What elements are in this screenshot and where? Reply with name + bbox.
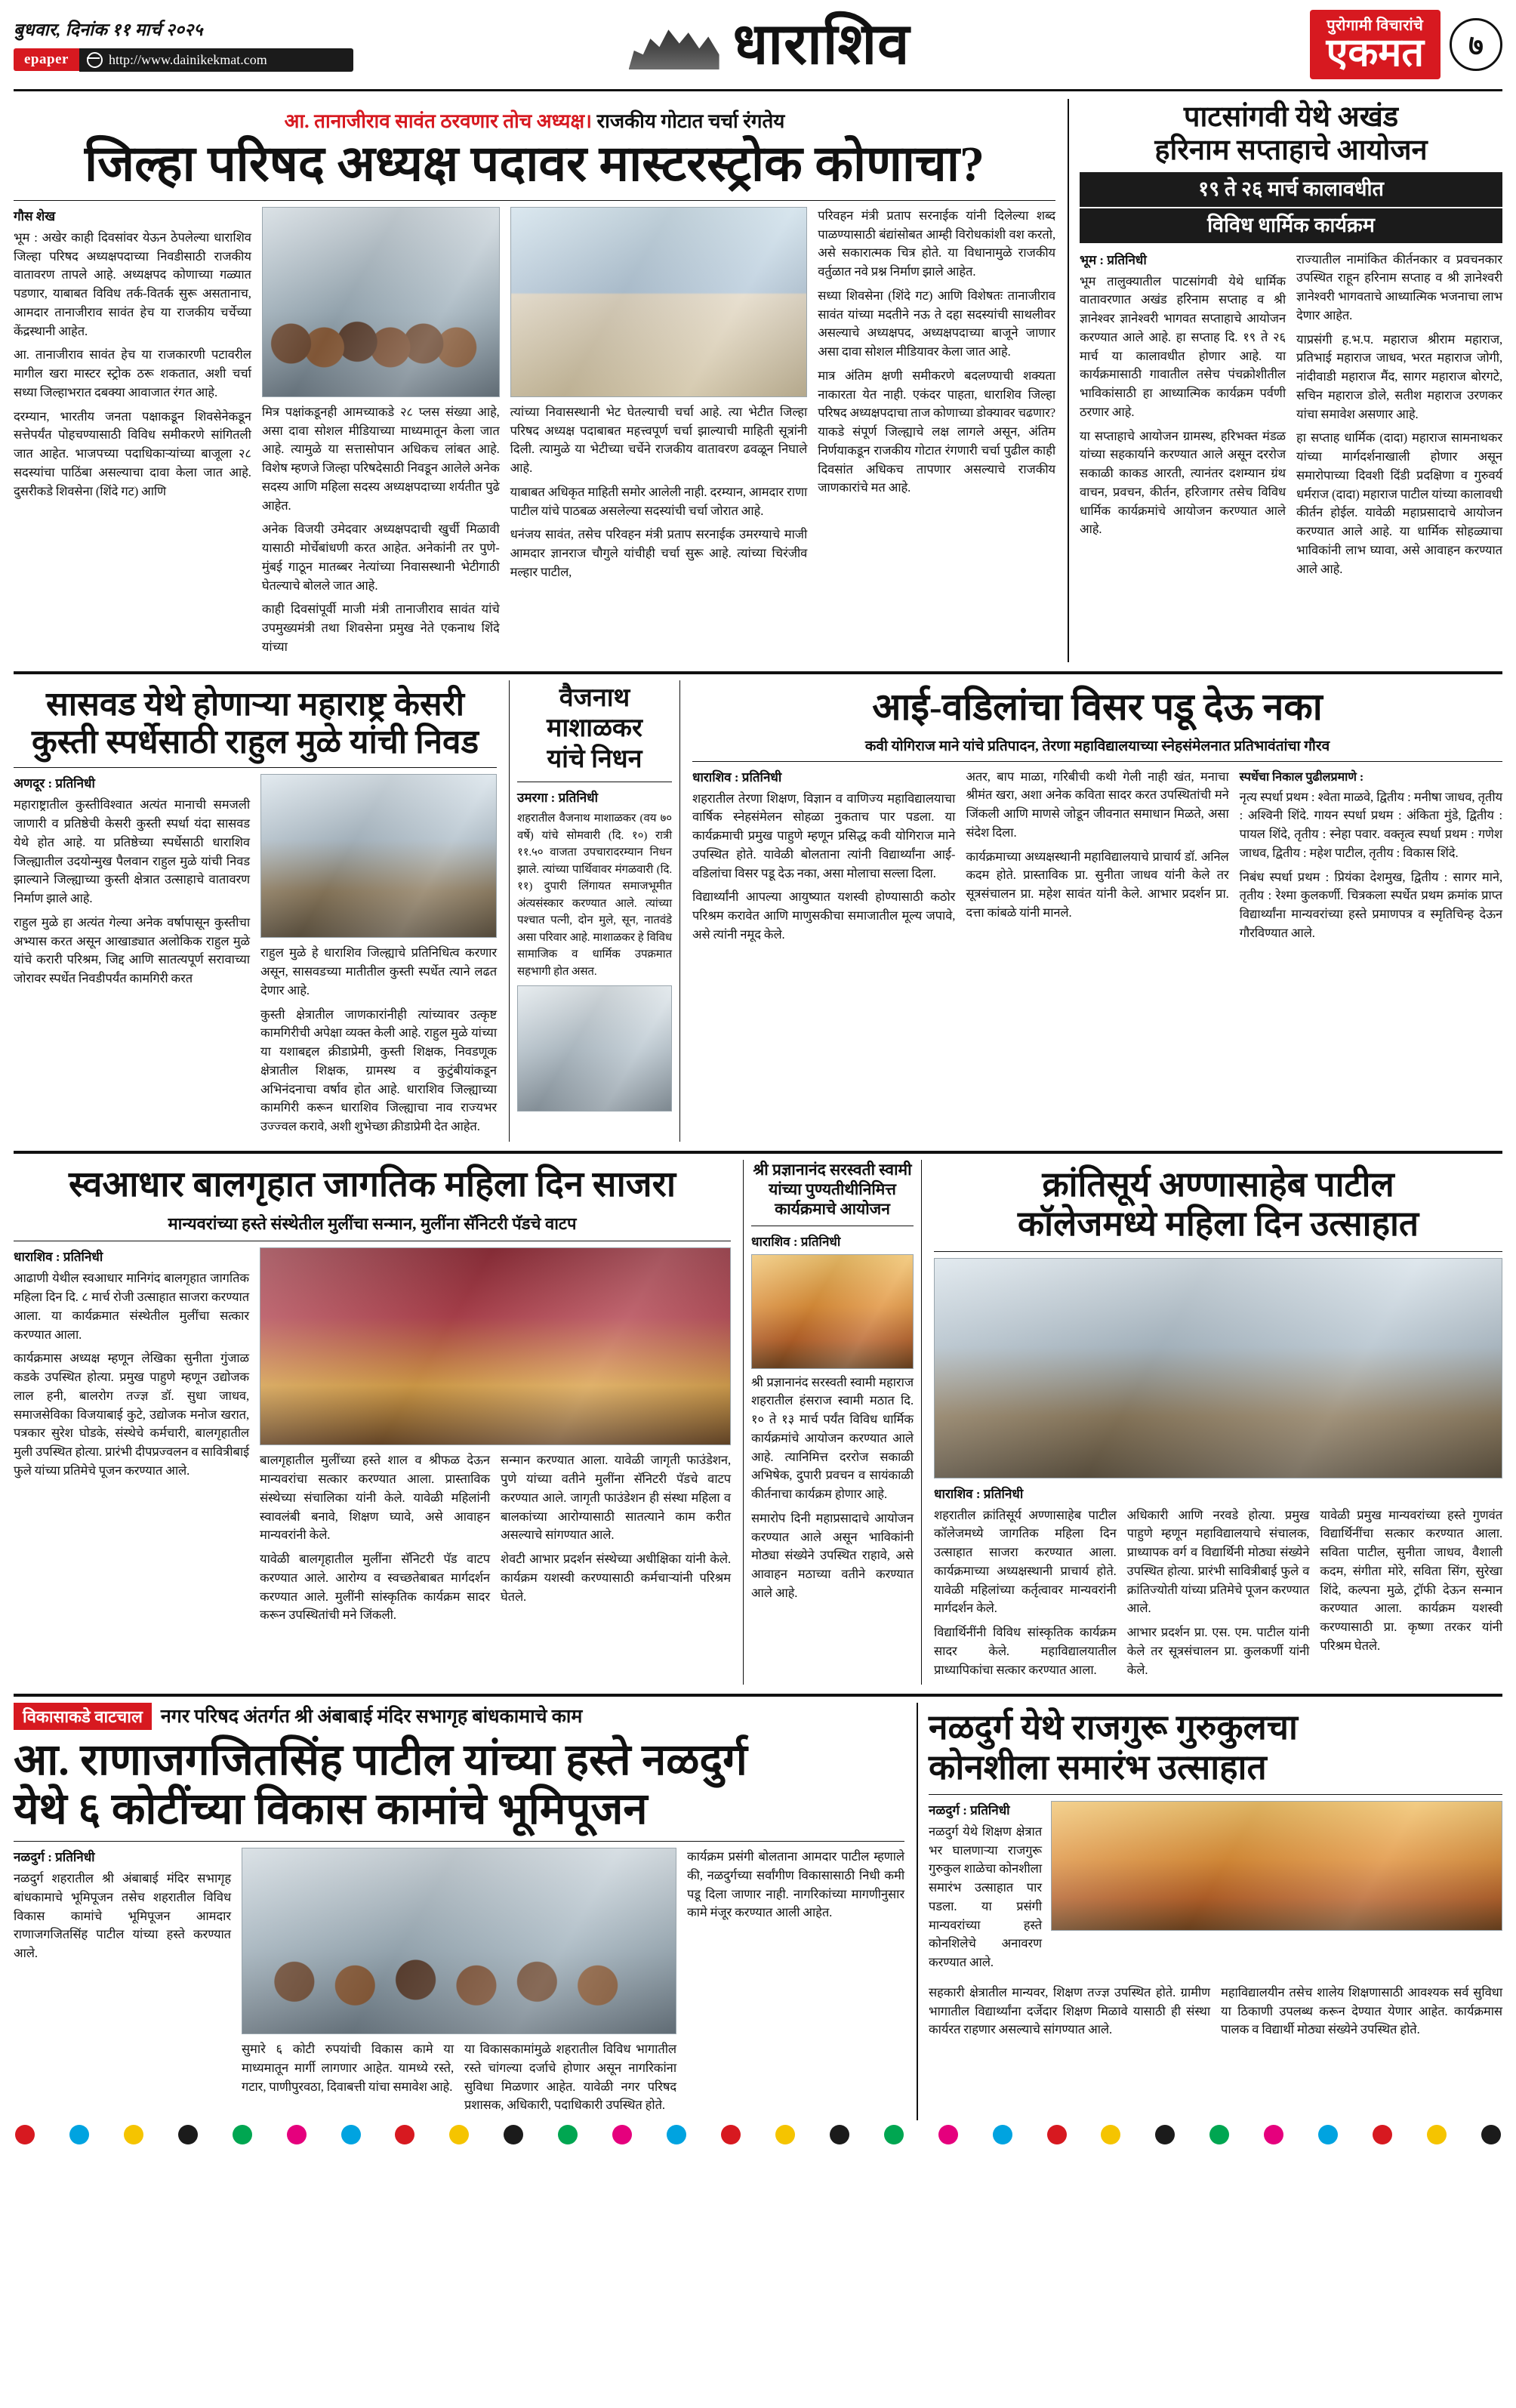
- divider-band-1: [14, 671, 1502, 674]
- side-story-haribhajan: [1068, 99, 1502, 662]
- brand-tagline: पुरोगामी विचारांचे: [1326, 17, 1424, 35]
- kusti-para: महाराष्ट्रातील कुस्तीविश्वात अत्यंत मानाची समजली जाणारी व प्रतिष्ठेची केसरी कुस्ती स्पर्धा यंदा सासवड येथे होत आहे. या प्रतिष्ठेच्या स्पर्धेसाठी धाराशिव जिल्ह्यातील उदयोन्मुख पैलवान राहुल मुळे यांची निवड झाल्याने जिल्ह्याच्या कुस्ती क्षेत्रात उत्साहाचे वातावरण निर्माण झाले आहे.: [14, 797, 250, 906]
- krantisurya-para: अधिकारी आणि नरवडे होत्या. प्रमुख पाहुणे म्हणून महाविद्यालयाचे संचालक, प्राध्यापक वर्ग व विद्यार्थिनी मोठ्या संख्येने उपस्थित होत्या. प्रारंभी सावित्रीबाई फुले व क्रांतिज्योती यांच्या प्रतिमेचे पूजन करण्यात आले.: [1126, 1507, 1310, 1616]
- lead-para: मित्र पक्षांकडूनही आमच्याकडे २८ प्लस संख्या आहे, असा दावा सोशल मीडियाच्या माध्यमातून केला जात आहे. त्यामुळे या सत्तासोपान अधिकच लांबत आहे. विशेष म्हणजे जिल्हा परिषदेसाठी निवडून आलेले अनेक सदस्य आणि महिला सदस्य अध्यक्षपदाच्या शर्यतीत पुढे आहेत.: [261, 404, 500, 513]
- brand-name: एकमत: [1326, 32, 1424, 76]
- epaper-badge: epaper: [14, 48, 79, 71]
- krantisurya-para: आभार प्रदर्शन प्रा. एस. एम. पाटील यांनी केले तर सूत्रसंचालन प्रा. कुलकर्णी यांनी केले.: [1126, 1625, 1310, 1677]
- nidhan-headline-1: वैजनाथ: [559, 683, 630, 712]
- colour-dot: [558, 2125, 578, 2144]
- lead-column-4: [818, 207, 1055, 662]
- kusti-para: राहुल मुळे हा अत्यंत गेल्या अनेक वर्षापासून कुस्तीचा अभ्यास करत असून आखाड्यात अलोकिक राहुल मुळे यांचे करारी परिश्रम, जिद्द आणि सातत्यपूर्ण सरावाच्या जोरावर स्पर्धेत निवडीपर्यंत कामगिरी करत: [14, 914, 250, 986]
- colour-dot: [15, 2125, 35, 2144]
- swami-headline-3: कार्यक्रमाचे आयोजन: [775, 1200, 890, 1219]
- krantisurya-headline-2: कॉलेजमध्ये महिला दिन उत्साहात: [1017, 1204, 1419, 1244]
- epaper-url[interactable]: [79, 48, 353, 72]
- globe-icon: [87, 52, 103, 68]
- bhumipujan-para: कार्यक्रम प्रसंगी बोलताना आमदार पाटील म्हणाले की, नळदुर्गच्या सर्वांगीण विकासासाठी निधी कमी पडू दिला जाणार नाही. नागरिकांच्या मागणीनुसार कामे मंजूर करण्यात आली आहेत.: [687, 1849, 904, 1920]
- colour-dot: [69, 2125, 89, 2144]
- side-para: या सप्ताहाचे आयोजन ग्रामस्थ, हरिभक्त मंडळ यांच्या सहकार्याने करण्यात आले असून दररोज सकाळी काकड आरती, त्यानंतर दशम्यान ग्रंथ वाचन, प्रवचन, कीर्तन, हरिजागर तसेच विविध धार्मिक कार्यक्रमांचे आयोजन करण्यात आले आहे.: [1080, 428, 1286, 537]
- lead-section: [14, 99, 1502, 662]
- krantisurya-byline: धाराशिव : प्रतिनिधी: [934, 1486, 1024, 1501]
- lead-kicker-black: राजकीय गोटात चर्चा रंगतेय: [596, 110, 785, 132]
- gurukul-para: महाविद्यालयीन तसेच शालेय शिक्षणासाठी आवश्यक सर्व सुविधा या ठिकाणी उपलब्ध करून देण्यात येणार आहेत. कार्यक्रमास पालक व विद्यार्थी मोठ्या संख्येने उपस्थित होते.: [1221, 1984, 1502, 2037]
- lead-para: मात्र अंतिम क्षणी समीकरणे बदलण्याची शक्यता नाकारता येत नाही. एकंदर पाहता, धाराशिव जिल्हा परिषद अध्यक्षपदाचा ताज कोणाच्या डोक्यावर चढणार? याकडे संपूर्ण जिल्ह्याचे लक्ष लागले असून, अंतिम निर्णयाकडून राजकीय गोटात रंगणारी चर्चा पुढील काही दिवसांत अधिकच तापणार असल्याचे राजकीय जाणकारांचे मत आहे.: [818, 368, 1056, 495]
- krantisurya-para: शहरातील क्रांतिसूर्य अण्णासाहेब पाटील कॉलेजमध्ये जागतिक महिला दिन उत्साहात साजरा करण्यात आला. कार्यक्रमाच्या अध्यक्षस्थानी प्राचार्य होते. यावेळी महिलांच्या कर्तृत्वावर मान्यवरांनी मार्गदर्शन केले.: [934, 1507, 1117, 1616]
- colour-dot: [884, 2125, 904, 2144]
- side-column-2: [1296, 251, 1502, 584]
- colour-dot: [395, 2125, 414, 2144]
- colour-dot: [1209, 2125, 1229, 2144]
- story-visar: [692, 680, 1502, 1142]
- kusti-byline: अणदूर : प्रतिनिधी: [14, 776, 95, 791]
- lead-para: परिवहन मंत्री प्रताप सरनाईक यांनी दिलेल्या शब्द पाळण्यासाठी बंद्यांसोबत आम्ही विरोधकांशी वश करतो, असे सकारात्मक चित्र होते. या विधानामुळे राजकीय वर्तुळात नवे प्रश्न निर्माण झाले आहेत.: [818, 208, 1056, 279]
- masthead-center: [361, 0, 1178, 89]
- lead-para: भूम : अखेर काही दिवसांवर येऊन ठेपलेल्या धाराशिव जिल्हा परिषद अध्यक्षपदाच्या निवडीसाठी राजकीय वातावरण तापले आहे. अध्यक्षपद कोणाच्या गळ्यात पडणार, याबाबत विविध तर्क-वितर्क सुरू असतानाच, आमदार तानाजीराव सावंत हेच या राजकीय चर्चेच्या केंद्रस्थानी आहेत.: [14, 230, 251, 338]
- balgruh-para: शेवटी आभार प्रदर्शन संस्थेच्या अधीक्षिका यांनी केले. कार्यक्रम यशस्वी करण्यासाठी कर्मचाऱ्यांनी परिश्रम घेतले.: [501, 1552, 731, 1604]
- lead-column-2: [262, 207, 500, 662]
- colour-dot: [1427, 2125, 1447, 2144]
- story-balgruh: [14, 1160, 731, 1685]
- lead-para: अनेक विजयी उमेदवार अध्यक्षपदाची खुर्ची मिळावी यासाठी मोर्चेबांधणी करत आहेत. अनेकांनी तर पुणे-मुंबई गाठून मातब्बर नेत्यांच्या निवासस्थानी भेटीगाठी घेतल्याचे बोलले जात आहे.: [261, 522, 500, 593]
- fort-illustration-icon: [629, 20, 719, 69]
- side-para: याप्रसंगी ह.भ.प. महाराज श्रीराम महाराज, प्रतिभाई महाराज जाधव, भरत महाराज जोगी, नांदीवाडी महाराज मैंद, सागर महाराज बोरगटे, सचिन महाराज डोले, सतीश महाराज उरणकर यांचा समावेश असणार आहे.: [1296, 331, 1502, 421]
- swami-byline: धाराशिव : प्रतिनिधी: [751, 1234, 841, 1249]
- visar-subhead: कवी योगिराज माने यांचे प्रतिपादन, तेरणा महाविद्यालयाच्या स्नेहसंमेलनात प्रतिभावंतांचा गौरव: [864, 738, 1330, 754]
- epaper-url-text: http://www.dainikekmat.com: [108, 51, 267, 67]
- story-krantisurya: [934, 1160, 1502, 1685]
- lead-para: त्यांच्या निवासस्थानी भेट घेतल्याची चर्चा आहे. त्या भेटीत जिल्हा परिषद अध्यक्ष पदाबाबत महत्त्वपूर्ण चर्चा झाल्याची माहिती सूत्रांनी दिली. त्यामुळे या भेटीच्या चर्चेने राजकीय वातावरण ढवळून निघाले आहे.: [510, 404, 808, 476]
- balgruh-para: कार्यक्रमास अध्यक्ष म्हणून लेखिका सुनीता गुंजाळ कडके उपस्थित होत्या. प्रमुख पाहुणे म्हणून उद्योजक लाल हनी, बालरोग तज्ज्ञ डॉ. सुधा जाधव, समाजसेविका विजयाबाई कुटे, उद्योजक मनोज खरात, पत्रकार सुरेश घोडके, संस्थेचे कर्मचारी, बालगृहातील मुली उपस्थित होत्या. प्रारंभी दीपप्रज्वलन व सावित्रीबाई फुले यांच्या प्रतिमेचे पूजन करण्यात आले.: [14, 1351, 249, 1478]
- swami-para: समारोप दिनी महाप्रसादाचे आयोजन करण्यात आले असून भाविकांनी मोठ्या संख्येने उपस्थित राहावे, असे आवाहन मठाच्या वतीने करण्यात आले आहे.: [751, 1510, 914, 1600]
- visar-column-3: [1240, 768, 1502, 950]
- lead-body: [14, 207, 1055, 662]
- gurukul-photo-wrap: [1051, 1801, 1502, 1978]
- balgruh-byline: धाराशिव : प्रतिनिधी: [14, 1250, 103, 1265]
- edition-title: धाराशिव: [732, 13, 911, 76]
- balgruh-column-1: [14, 1247, 249, 1630]
- side-subhead-line1: १९ ते २६ मार्च कालावधीत: [1080, 172, 1502, 207]
- swami-para: श्री प्रज्ञानानंद सरस्वती स्वामी महाराज शहरातील हंसराज स्वामी मठात दि. १० ते १३ मार्च पर्यंत विविध धार्मिक कार्यक्रमांचे आयोजन करण्यात आले आहे. त्यानिमित्त दररोज सकाळी अभिषेक, दुपारी प्रवचन व सायंकाळी कीर्तनाचा कार्यक्रम होणार आहे.: [751, 1374, 914, 1502]
- colour-dot: [341, 2125, 361, 2144]
- balgruh-subhead: मान्यवरांच्या हस्ते संस्थेतील मुलींचा सन्मान, मुलींना सॅनिटरी पॅडचे वाटप: [168, 1214, 577, 1234]
- gurukul-byline: नळदुर्ग : प्रतिनिधी: [929, 1802, 1010, 1818]
- nidhan-photo-portrait: [517, 985, 672, 1112]
- bhumipujan-column-1: [14, 1848, 231, 2120]
- lead-para: काही दिवसांपूर्वी माजी मंत्री तानाजीराव सावंत यांचे उपमुख्यमंत्री तथा शिवसेना प्रमुख नेते एकनाथ शिंदे यांच्या: [261, 602, 500, 654]
- story-kusti: [14, 680, 497, 1142]
- side-para: राज्यातील नामांकित कीर्तनकार व प्रवचनकार उपस्थित राहून हरिनाम सप्ताह व श्री ज्ञानेश्वरी ज्ञानेश्वरी भागवताचे आध्यात्मिक भजनाचा लाभ देणार आहेत.: [1296, 251, 1502, 322]
- lead-photo-speaker: [262, 207, 500, 397]
- colour-dot: [287, 2125, 307, 2144]
- lead-photo-zp-building: [510, 207, 808, 397]
- visar-headline: आई-वडिलांचा विसर पडू देऊ नका: [872, 685, 1323, 728]
- visar-para: कार्यक्रमाच्या अध्यक्षस्थानी महाविद्यालयाचे प्राचार्य डॉ. अनिल कदम होते. प्रास्ताविक प्रा. सुनीता जाधव यांनी केले तर सूत्रसंचालन प्रा. महेश सावंत यांनी केले. आभार प्रदर्शन प्रा. दत्ता कांबळे यांनी मानले.: [966, 849, 1229, 920]
- bhumipujan-headline-1: आ. राणाजगजितसिंह पाटील यांच्या हस्ते नळदुर्ग: [14, 1735, 747, 1785]
- lead-column-1: [14, 207, 251, 662]
- balgruh-photo-ceremony: [260, 1247, 731, 1445]
- visar-byline: धाराशिव : प्रतिनिधी: [692, 769, 782, 785]
- krantisurya-column-2: [1127, 1506, 1310, 1685]
- colour-dot: [178, 2125, 198, 2144]
- page-number: ७: [1450, 18, 1502, 71]
- gurukul-para: सहकारी क्षेत्रातील मान्यवर, शिक्षण तज्ज्ञ उपस्थित होते. ग्रामीण भागातील विद्यार्थ्यांना दर्जेदार शिक्षण मिळावे यासाठी ही संस्था कार्यरत राहणार असल्याचे सांगण्यात आले.: [929, 1984, 1210, 2037]
- balgruh-para: सन्मान करण्यात आला. यावेळी जागृती फाउंडेशन, पुणे यांच्या वतीने मुलींना सॅनिटरी पॅडचे वाटप करण्यात आले. जागृती फाउंडेशन ही संस्था महिला व बालकांच्या आरोग्यासाठी सातत्याने काम करीत असल्याचे सांगण्यात आले.: [501, 1453, 731, 1543]
- visar-para: निबंध स्पर्धा प्रथम : प्रियंका देशमुख, द्वितीय : सागर माने, तृतीय : रेश्मा कुलकर्णी. चित्रकला स्पर्धेत प्रथम क्रमांक प्राप्त विद्यार्थ्यांना मान्यवरांच्या हस्ते प्रमाणपत्र व स्मृतिचिन्ह देऊन गौरविण्यात आले.: [1239, 869, 1502, 940]
- masthead: [14, 0, 1502, 91]
- gurukul-headline-2: कोनशीला समारंभ उत्साहात: [929, 1747, 1267, 1787]
- lead-headline: जिल्हा परिषद अध्यक्ष पदावर मास्टरस्ट्रोक कोणाचा?: [85, 137, 984, 192]
- story-gurukul: [917, 1703, 1502, 2120]
- side-title-line1: पाटसांगवी येथे अखंड: [1183, 101, 1399, 133]
- nidhan-byline: उमरगा : प्रतिनिधी: [517, 791, 599, 806]
- swami-headline-1: श्री प्रज्ञानानंद सरस्वती स्वामी: [753, 1160, 912, 1179]
- colour-dot: [1155, 2125, 1175, 2144]
- balgruh-para: बालगृहातील मुलींच्या हस्ते शाल व श्रीफळ देऊन मान्यवरांचा सत्कार करण्यात आला. प्रास्ताविक संस्थेच्या संचालिका यांनी केले. यावेळी महिलांनी स्वावलंबी बनावे, शिक्षण घ्यावे, असे आवाहन मान्यवरांनी केले.: [260, 1453, 490, 1543]
- bhumipujan-photo-ceremony: [242, 1848, 676, 2034]
- kusti-headline-2: कुस्ती स्पर्धेसाठी राहुल मुळे यांची निवड: [31, 723, 479, 760]
- side-column-1: [1080, 251, 1286, 584]
- colour-dot: [830, 2125, 849, 2144]
- bhumipujan-kicker-row: [14, 1703, 904, 1730]
- colour-dot: [1264, 2125, 1283, 2144]
- balgruh-para: यावेळी बालगृहातील मुलींना सॅनिटरी पॅड वाटप करण्यात आले. आरोग्य व स्वच्छतेबाबत मार्गदर्शन करण्यात आले. मुलींनी सांस्कृतिक कार्यक्रम सादर करून उपस्थितांची मने जिंकली.: [260, 1552, 490, 1623]
- krantisurya-column-1: [934, 1506, 1117, 1685]
- kusti-photo-felicitation: [260, 774, 497, 938]
- swami-photo-portrait: [751, 1254, 914, 1369]
- colour-dot: [1373, 2125, 1392, 2144]
- story-bhumipujan: [14, 1703, 904, 2120]
- lead-para: सध्या शिवसेना (शिंदे गट) आणि विशेषतः तानाजीराव सावंत यांच्या मदतीने नऊ ते दहा सदस्यांची साथलीवर असल्याचे अध्यक्षपद, अध्यक्षपदाच्या बाजूने जाणार असा दावा सोशल मीडियावर केला जात आहे.: [818, 288, 1056, 359]
- lead-story: [14, 99, 1055, 662]
- bhumipujan-para: सुमारे ६ कोटी रुपयांची विकास कामे या माध्यमातून मार्गी लागणार आहेत. यामध्ये रस्ते, गटार, पाणीपुरवठा, दिवाबत्ती यांचा समावेश आहे.: [242, 2042, 454, 2094]
- colour-dot: [233, 2125, 252, 2144]
- gurukul-column-3: [1221, 1984, 1502, 2045]
- lead-byline: गौस शेख: [14, 208, 56, 224]
- registration-colour-bar: [14, 2120, 1502, 2147]
- lead-para: दरम्यान, भारतीय जनता पक्षाकडून शिवसेनेकडून सत्तेपर्यंत पोहचण्यासाठी विविध समीकरणे सांगितली जात आहेत. भाजपच्या पदाधिकाऱ्यांच्या बाजूला २८ सदस्यांचा पाठिंबा असल्याचा दावा केला जात आहे. दुसरीकडे शिवसेना (शिंदे गट) आणि: [14, 409, 251, 498]
- visar-para: विद्यार्थ्यांनी आपल्या आयुष्यात यशस्वी होण्यासाठी कठोर परिश्रम करावेत आणि माणुसकीचा समाजातील मूल्य जपावे, असे त्यांनी नमूद केले.: [692, 890, 956, 942]
- epaper-link[interactable]: [14, 47, 353, 72]
- story-swami: [743, 1160, 922, 1685]
- lead-kicker: [14, 106, 1055, 134]
- colour-dot: [504, 2125, 523, 2144]
- kusti-para: राहुल मुळे हे धाराशिव जिल्ह्याचे प्रतिनिधित्व करणार असून, सासवडच्या मातीतील कुस्ती स्पर्धेत त्याने लढत देणार आहे.: [260, 945, 497, 997]
- bhumipujan-para: या विकासकामांमुळे शहरातील विविध भागातील रस्ते चांगल्या दर्जाचे होणार असून नागरिकांना सुविधा मिळणार आहेत. यावेळी नगर परिषद प्रशासक, अधिकारी, पदाधिकारी उपस्थित होते.: [464, 2042, 676, 2113]
- bhumipujan-column-2: [242, 1848, 676, 2120]
- krantisurya-photo-group: [934, 1258, 1502, 1478]
- divider-band-3: [14, 1694, 1502, 1697]
- lead-kicker-red: आ. तानाजीराव सावंत ठरवणार तोच अध्यक्ष।: [284, 110, 592, 132]
- side-byline: भूम : प्रतिनिधी: [1080, 252, 1147, 267]
- colour-dot: [1481, 2125, 1501, 2144]
- visar-para: अतर, बाप माळा, गरिबीची कथी गेली नाही खंत, मनाचा श्रीमंत खरा, अशा अनेक कविता सादर करत उपस्थितांची मने जिंकली आणि माणसे जोडून जीवनात समाधान मिळते, असा संदेश दिला.: [966, 769, 1229, 840]
- colour-dot: [667, 2125, 686, 2144]
- masthead-right: [1178, 0, 1502, 89]
- colour-dot: [993, 2125, 1012, 2144]
- lead-para: धनंजय सावंत, तसेच परिवहन मंत्री प्रताप सरनाईक उमरग्याचे माजी आमदार ज्ञानराज चौगुले यांचीही चर्चा सुरू आहे. त्यांच्या चिरंजीव मल्हार पाटील,: [510, 527, 808, 579]
- kusti-column-1: [14, 774, 250, 1142]
- row-3: [14, 1160, 1502, 1685]
- bhumipujan-para: नळदुर्ग शहरातील श्री अंबाबाई मंदिर सभागृह बांधकामाचे भूमिपूजन तसेच शहरातील विविध विकास कामांचे भूमिपूजन आमदार राणाजगजितसिंह पाटील यांच्या हस्ते करण्यात आले.: [14, 1871, 231, 1961]
- nidhan-headline-2: माशाळकर: [547, 714, 642, 743]
- nidhan-headline-3: यांचे निधन: [547, 745, 642, 774]
- nidhan-para: शहरातील वैजनाथ माशाळकर (वय ७० वर्षे) यांचे सोमवारी (दि. १०) रात्री ११.५० वाजता उपचारादरम्यान निधन झाले. त्यांच्या पार्थिवावर मंगळवारी (दि. ११) दुपारी लिंगायत समाजभूमीत अंत्यसंस्कार करण्यात आले. त्यांच्या पश्चात पत्नी, दोन मुले, सून, नातवंडे असा परिवार आहे. माशाळकर हे विविध सामाजिक व धार्मिक उपक्रमात सहभागी होत असत.: [517, 812, 672, 978]
- gurukul-column-2: [929, 1984, 1210, 2045]
- colour-dot: [1047, 2125, 1067, 2144]
- krantisurya-para: यावेळी प्रमुख मान्यवरांच्या हस्ते गुणवंत विद्यार्थिनींचा सत्कार करण्यात आला. सविता पाटील, सुनीता जाधव, वैशाली कदम, संगीता मोरे, सविता सिंग, सुरेखा शिंदे, कल्पना मुळे, ट्रॉफी देऊन सन्मान करण्यात आला. कार्यक्रम यशस्वी करण्यासाठी प्रा. कृष्णा तरकर यांनी परिश्रम घेतले.: [1320, 1507, 1503, 1653]
- krantisurya-para: विद्यार्थिनींनी विविध सांस्कृतिक कार्यक्रम सादर केले. महाविद्यालयातील प्राध्यापिकांचा सत्कार करण्यात आला.: [934, 1625, 1117, 1677]
- gurukul-headline-1: नळदुर्ग येथे राजगुरू गुरुकुलचा: [929, 1708, 1298, 1747]
- colour-dot: [124, 2125, 143, 2144]
- bhumipujan-column-4: [687, 1848, 904, 2120]
- bhumipujan-headline-2: येथे ६ कोटींच्या विकास कामांचे भूमिपूजन: [14, 1784, 648, 1833]
- kusti-headline-1: सासवड येथे होणाऱ्या महाराष्ट्र केसरी: [45, 685, 465, 723]
- row-2: [14, 680, 1502, 1142]
- lead-column-3: [510, 207, 808, 662]
- publication-date: बुधवार, दिनांक ११ मार्च २०२५: [14, 20, 203, 39]
- bhumipujan-red-tag: विकासाकडे वाटचाल: [14, 1703, 152, 1730]
- visar-para: शहरातील तेरणा शिक्षण, विज्ञान व वाणिज्य महाविद्यालयाचा वार्षिक स्नेहसंमेलन सोहळा नुकताच पार पडला. या कार्यक्रमाची प्रमुख पाहुणे म्हणून प्रसिद्ध कवी योगिराज माने उपस्थित होते. यावेळी बोलताना त्यांनी विद्यार्थ्यांना आई-वडिलांचा विसर पडू देऊ नका, असा मोलाचा सल्ला दिला.: [692, 791, 956, 880]
- visar-para: नृत्य स्पर्धा प्रथम : श्वेता माळवे, द्वितीय : मनीषा जाधव, तृतीय : अश्विनी शिंदे. गायन स्पर्धा प्रथम : अंकिता मुंडे, द्वितीय : पायल शिंदे, तृतीय : स्नेहा पवार. वक्तृत्व स्पर्धा प्रथम : गणेश जाधव, द्वितीय : महेश पाटील, तृतीय : विकास शिंदे.: [1239, 789, 1502, 860]
- swami-headline-2: यांच्या पुण्यतीथीनिमित्त: [769, 1180, 896, 1199]
- side-subhead-line2: विविध धार्मिक कार्यक्रम: [1080, 208, 1502, 243]
- gurukul-photo-ceremony: [1051, 1801, 1502, 1931]
- gurukul-para: नळदुर्ग येथे शिक्षण क्षेत्रात भर घालणाऱ्या राजगुरू गुरुकुल शाळेचा कोनशीला समारंभ उत्साहात पार पडला. या प्रसंगी मान्यवरांच्या हस्ते कोनशिलेचे अनावरण करण्यात आले.: [929, 1824, 1042, 1970]
- colour-dot: [449, 2125, 469, 2144]
- brand-logo: [1310, 10, 1441, 79]
- colour-dot: [775, 2125, 795, 2144]
- balgruh-headline: स्वआधार बालगृहात जागतिक महिला दिन साजरा: [68, 1164, 676, 1204]
- balgruh-column-2: [260, 1247, 731, 1630]
- krantisurya-column-3: [1320, 1506, 1502, 1685]
- balgruh-para: आढाणी येथील स्वआधार मानिगंद बालगृहात जागतिक महिला दिन दि. ८ मार्च रोजी उत्साहात साजरा करण्यात आला. या कार्यक्रमात संस्थेतील मुलींचा सत्कार करण्यात आला.: [14, 1271, 249, 1342]
- colour-dot: [612, 2125, 632, 2144]
- visar-column-1: [692, 768, 955, 950]
- divider-band-2: [14, 1151, 1502, 1154]
- masthead-left: [14, 0, 361, 89]
- bhumipujan-byline: नळदुर्ग : प्रतिनिधी: [14, 1850, 95, 1865]
- colour-dot: [1101, 2125, 1120, 2144]
- gurukul-column-1: [929, 1801, 1042, 1978]
- side-title-line2: हरिनाम सप्ताहाचे आयोजन: [1154, 134, 1428, 166]
- bhumipujan-kicker: नगर परिषद अंतर्गत श्री अंबाबाई मंदिर सभागृह बांधकामाचे काम: [160, 1707, 583, 1728]
- side-para: भूम तालुक्यातील पाटसांगवी येथे धार्मिक वातावरणात अखंड हरिनाम सप्ताह व श्री ज्ञानेश्वर ज्ञानेश्वरी भागवत सप्ताहाचे आयोजन करण्यात आले आहे. हा सप्ताह दि. १९ ते २६ मार्च या कालावधीत होणार आहे. या कार्यक्रमासाठी गावातील तसेच पंचक्रोशीतील भाविकांसाठी हा आध्यात्मिक कार्यक्रम पर्वणी ठरणार आहे.: [1080, 273, 1286, 419]
- kusti-column-2: [260, 774, 497, 1142]
- story-nidhan: [509, 680, 680, 1142]
- kusti-para: कुस्ती क्षेत्रातील जाणकारांनीही त्यांच्यावर उत्कृष्ट कामगिरीची अपेक्षा व्यक्त केली आहे. राहुल मुळे यांच्या या यशाबद्दल क्रीडाप्रेमी, कुस्ती शिक्षक, निवडणूक क्षेत्रातील शिक्षक, ग्रामस्थ व कुटुंबीयांकडून अभिनंदनाचा वर्षाव होत आहे. धाराशिव जिल्ह्याच्या कामगिरी करून धाराशिव जिल्ह्याचा नाव राज्यभर उज्ज्वल करावे, अशी शुभेच्छा क्रीडाप्रेमी देत आहेत.: [260, 1007, 497, 1134]
- colour-dot: [1318, 2125, 1338, 2144]
- krantisurya-headline-1: क्रांतिसूर्य अण्णासाहेब पाटील: [1042, 1164, 1394, 1204]
- row-4: [14, 1703, 1502, 2120]
- visar-column-2: [966, 768, 1228, 950]
- lead-para: याबाबत अधिकृत माहिती समोर आलेली नाही. दरम्यान, आमदार राणा पाटील यांचे पाठबळ असलेल्या सदस्यांची चर्चा जोरात आहे.: [510, 484, 808, 518]
- side-para: हा सप्ताह धार्मिक (दादा) महाराज सामनाथकर यांच्या मार्गदर्शनाखाली होणार असून समारोपाच्या दिवशी दिंडी प्रदक्षिणा व गुरुवर्य धर्मराज (दादा) महाराज पाटील यांच्या कालावधी कीर्तन होईल. यावेळी महाप्रसादाचे आयोजन करण्यात आले आहे. या धार्मिक सोहळ्याचा भाविकांनी लाभ घ्यावा, असे आवाहन करण्यात आले आहे.: [1296, 430, 1502, 576]
- lead-para: आ. तानाजीराव सावंत हेच या राजकारणी पटावरील मागील खरा मास्टर स्ट्रोक ठरू शकतात, अशी चर्चा सध्या जिल्हाभरात दबक्या आवाजात रंगत आहे.: [14, 347, 251, 399]
- colour-dot: [938, 2125, 958, 2144]
- colour-dot: [721, 2125, 741, 2144]
- visar-result-heading: स्पर्धेचा निकाल पुढीलप्रमाणे :: [1239, 770, 1364, 784]
